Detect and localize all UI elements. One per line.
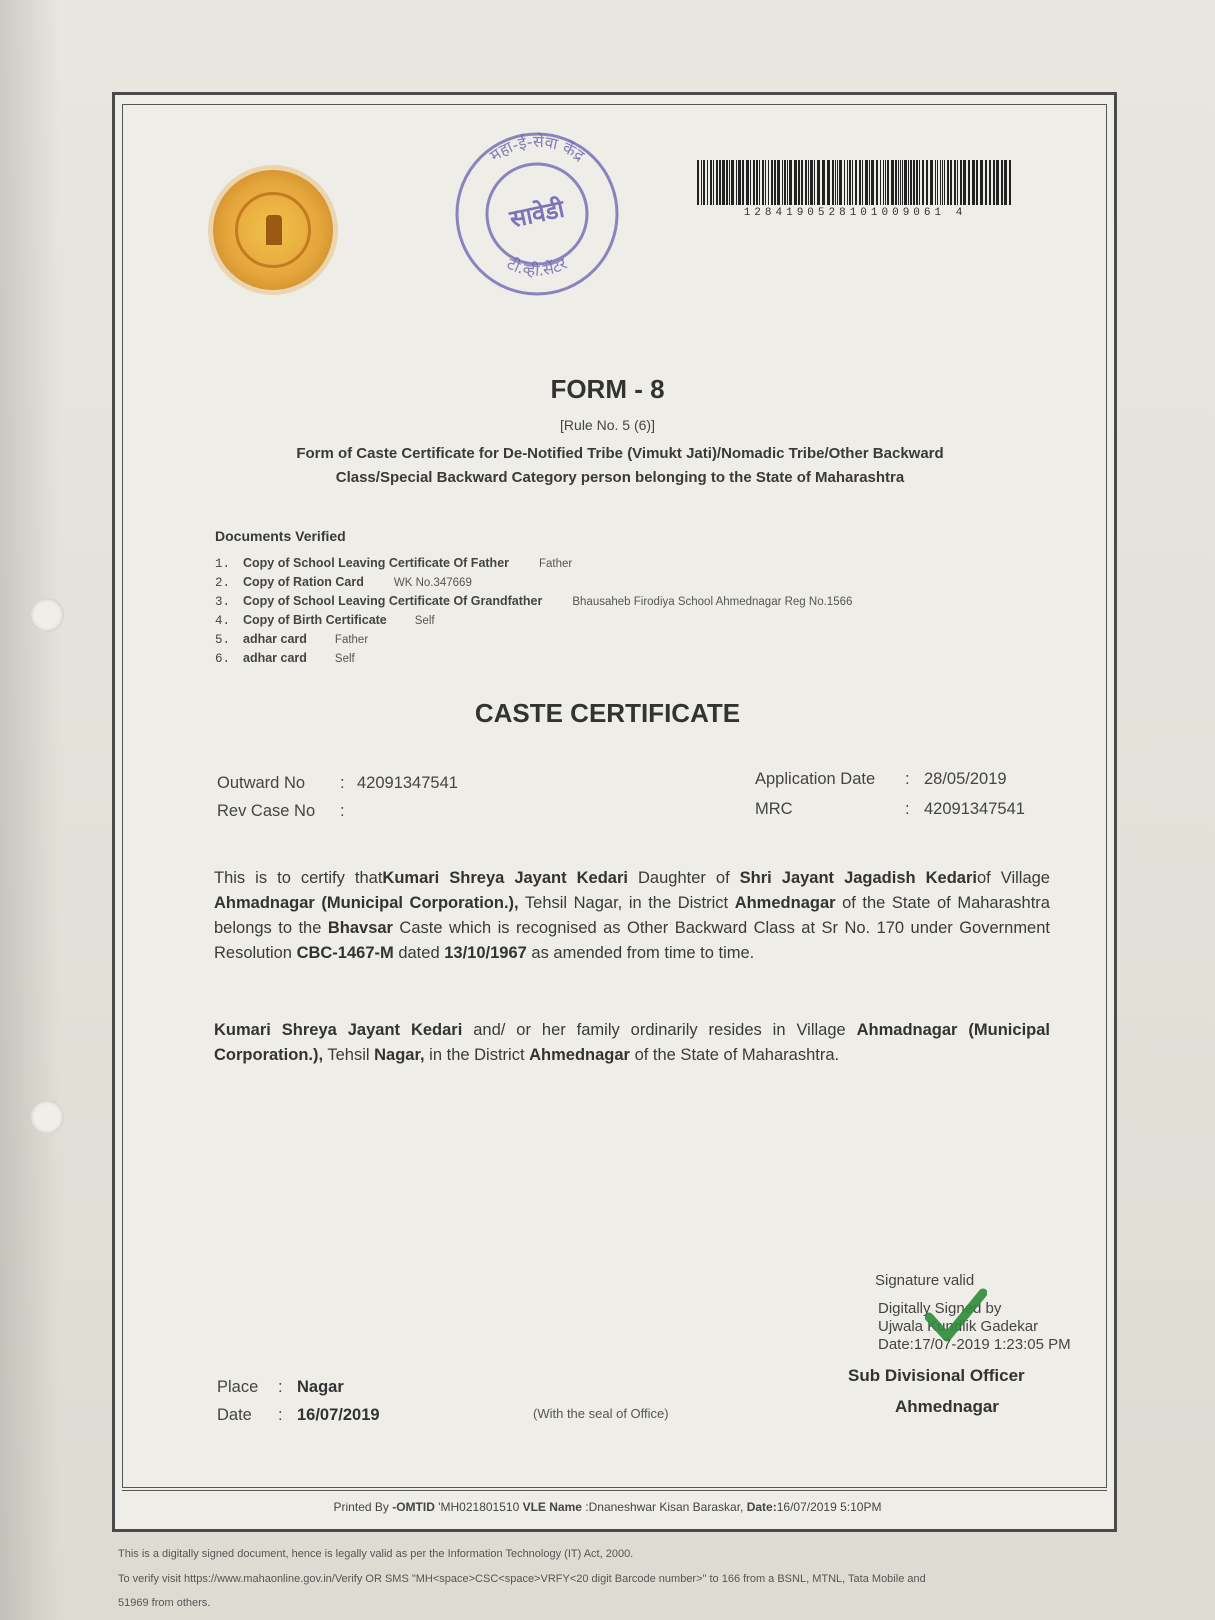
barcode-bar xyxy=(900,160,901,205)
form-subtitle xyxy=(220,442,1020,490)
barcode-bar xyxy=(832,160,834,205)
green-check-icon xyxy=(925,1287,987,1343)
barcode-bar xyxy=(837,160,838,205)
list-item: 2. Copy of Ration Card WK No.347669 xyxy=(215,575,472,590)
barcode-bar xyxy=(852,160,853,205)
mrc-sep: : xyxy=(905,800,910,818)
barcode-bar xyxy=(968,160,970,205)
barcode-bar xyxy=(753,160,755,205)
barcode-bar xyxy=(876,160,878,205)
list-item: 3. Copy of School Leaving Certificate Of Grandfather Bhausaheb Firodiya School Ahmednagar Reg No.1566 xyxy=(215,594,853,609)
list-item: 1. Copy of School Leaving Certificate Of Father Father xyxy=(215,556,573,571)
outward-no-label: Outward No xyxy=(217,774,306,792)
barcode-bar xyxy=(768,160,769,205)
rev-case-no-label: Rev Case No xyxy=(217,802,316,820)
form-title: FORM - 8 xyxy=(550,374,665,404)
signature-line-1: Digitally Signed by xyxy=(878,1300,1002,1317)
state-emblem-seal-icon xyxy=(213,170,333,290)
barcode-bar xyxy=(771,160,773,205)
barcode-bar xyxy=(738,160,741,205)
barcode-bar xyxy=(947,160,949,205)
mrc-label: MRC xyxy=(755,800,793,818)
barcode-bar xyxy=(756,160,758,205)
barcode-bar xyxy=(789,160,792,205)
barcode-bar xyxy=(972,160,975,205)
barcode-bar xyxy=(1001,160,1003,205)
barcode-bar xyxy=(922,160,924,205)
barcode-bar xyxy=(701,160,702,205)
barcode-bar xyxy=(996,160,999,205)
barcode-bar xyxy=(880,160,881,205)
barcode-bar xyxy=(862,160,863,205)
barcode-bar xyxy=(750,160,751,205)
barcode-bar xyxy=(765,160,766,205)
barcode-bar xyxy=(902,160,903,205)
barcode-bar xyxy=(808,160,809,205)
barcode-bar xyxy=(707,160,708,205)
stamp-center-text: सावेडी xyxy=(507,194,567,234)
place-sep: : xyxy=(278,1378,283,1396)
applicant-name: Kumari Shreya Jayant Kedari xyxy=(382,869,628,887)
barcode-bar xyxy=(777,160,780,205)
barcode-bar xyxy=(726,160,728,205)
application-date-sep: : xyxy=(905,770,910,788)
barcode-bar xyxy=(916,160,918,205)
barcode-bar xyxy=(782,160,783,205)
barcode-bar xyxy=(954,160,956,205)
barcode-bar xyxy=(935,160,936,205)
barcode-bar xyxy=(908,160,909,205)
barcode-bar xyxy=(801,160,803,205)
outward-no-sep: : xyxy=(340,774,345,792)
barcode-bar xyxy=(697,160,699,205)
barcode-bar xyxy=(719,160,721,205)
barcode-bar xyxy=(716,160,718,205)
barcode-bar xyxy=(810,160,813,205)
barcode-bar xyxy=(937,160,938,205)
barcode-bar xyxy=(722,160,725,205)
outward-no-value: 42091347541 xyxy=(357,774,458,792)
barcode-bar xyxy=(762,160,764,205)
date-sep: : xyxy=(278,1406,283,1424)
footer-note-3: 51969 from others. xyxy=(118,1597,211,1609)
place-label: Place xyxy=(217,1378,259,1396)
rev-case-no-sep: : xyxy=(340,802,345,820)
barcode-bar xyxy=(993,160,995,205)
barcode-bar xyxy=(822,160,825,205)
caste-certificate-title: CASTE CERTIFICATE xyxy=(474,698,741,728)
barcode-number: 1284190528101009061 4 xyxy=(743,207,967,219)
barcode-bar xyxy=(895,160,897,205)
barcode-bar xyxy=(798,160,800,205)
barcode-bar xyxy=(887,160,889,205)
footer-note-1: This is a digitally signed document, hence is legally valid as per the Information Technology (IT) Act, 2000. xyxy=(118,1548,634,1560)
barcode-bar xyxy=(869,160,870,205)
rule-number: [Rule No. 5 (6)] xyxy=(560,417,655,433)
barcode-bar xyxy=(1009,160,1011,205)
list-item: 6. adhar card Self xyxy=(215,651,355,666)
form-subtitle-line2: Class/Special Backward Category person belonging to the State of Maharashtra xyxy=(335,469,905,486)
stamp-ring-bottom-text: टी.व्ही.सेंटर xyxy=(504,253,570,280)
barcode-bar xyxy=(794,160,797,205)
barcode-bar xyxy=(742,160,744,205)
barcode-bar xyxy=(885,160,886,205)
place-value: Nagar xyxy=(297,1378,344,1396)
caste-name: Bhavsar xyxy=(327,919,393,937)
barcode-bar xyxy=(950,160,952,205)
punch-hole-top xyxy=(30,598,64,632)
barcode-bar xyxy=(1004,160,1007,205)
barcode-bar xyxy=(805,160,807,205)
barcode-bar xyxy=(865,160,868,205)
barcode-bar xyxy=(731,160,734,205)
barcode-bar xyxy=(898,160,899,205)
barcode-bar xyxy=(871,160,874,205)
seal-note: (With the seal of Office) xyxy=(533,1406,669,1421)
signature-line-3: Date:17/07-2019 1:23:05 PM xyxy=(878,1336,1071,1353)
barcode-bar xyxy=(787,160,788,205)
footer-note-2: To verify visit https://www.mahaonline.gov.in/Verify OR SMS "MH<space>CSC<space>VRFY<20 digit Barcode number>" to 166 from a BSNL, MTNL, Tata Mobile and xyxy=(118,1573,926,1585)
application-date-label: Application Date xyxy=(755,770,876,788)
barcode-bar xyxy=(883,160,884,205)
barcode-bar xyxy=(963,160,966,205)
date-value: 16/07/2019 xyxy=(297,1406,380,1424)
officer-designation: Sub Divisional Officer xyxy=(848,1366,1025,1385)
maha-e-seva-stamp-icon xyxy=(448,128,626,296)
barcode-bar xyxy=(703,160,705,205)
barcode-bar xyxy=(926,160,928,205)
barcode-bar xyxy=(839,160,842,205)
barcode-bar xyxy=(910,160,912,205)
barcode-bar xyxy=(942,160,943,205)
barcode-bar xyxy=(976,160,978,205)
printed-by-line: Printed By -OMTID 'MH021801510 VLE Name :Dnaneshwar Kisan Baraskar, Date:16/07/2019 5:10PM xyxy=(333,1500,882,1514)
barcode-bar xyxy=(814,160,815,205)
village-name: Ahmadnagar (Municipal Corporation.), xyxy=(214,894,519,912)
printed-divider xyxy=(122,1490,1107,1491)
barcode-bar xyxy=(844,160,845,205)
barcode-bar xyxy=(774,160,776,205)
gr-date: 13/10/1967 xyxy=(444,944,527,962)
mrc-value: 42091347541 xyxy=(924,800,1025,818)
barcode-bar xyxy=(859,160,861,205)
barcode-bar xyxy=(849,160,851,205)
barcode-bar xyxy=(904,160,907,205)
date-label: Date xyxy=(217,1406,252,1424)
barcode-bar xyxy=(919,160,920,205)
svg-text:टी.व्ही.सेंटर xyxy=(504,254,570,280)
officer-place: Ahmednagar xyxy=(895,1397,999,1416)
barcode-bar xyxy=(710,160,712,205)
documents-list xyxy=(215,556,852,670)
barcode-bar xyxy=(855,160,857,205)
list-item: 5. adhar card Father xyxy=(215,632,369,647)
signature-line-2: Ujwala Kundlik Gadekar xyxy=(878,1318,1039,1335)
barcode-bar xyxy=(835,160,836,205)
barcode-bar xyxy=(891,160,894,205)
barcode-bar xyxy=(985,160,987,205)
barcode-bar xyxy=(957,160,958,205)
barcode-icon xyxy=(697,160,1013,205)
barcode-bar xyxy=(759,160,760,205)
barcode-bar xyxy=(847,160,848,205)
barcode-bar xyxy=(989,160,991,205)
barcode-bar xyxy=(944,160,945,205)
barcode-bar xyxy=(827,160,830,205)
gr-number: CBC-1467-M xyxy=(296,944,394,962)
form-subtitle-line1: Form of Caste Certificate for De-Notified Tribe (Vimukt Jati)/Nomadic Tribe/Other Backward xyxy=(296,445,944,462)
barcode-bar xyxy=(729,160,730,205)
barcode-bar xyxy=(930,160,933,205)
list-item: 4. Copy of Birth Certificate Self xyxy=(215,613,435,628)
barcode-bar xyxy=(980,160,983,205)
stamp-ring-top-text: महा-ई-सेवा केंद्र xyxy=(486,131,589,166)
barcode-bar xyxy=(940,160,941,205)
punch-hole-bottom xyxy=(30,1100,64,1134)
father-name: Shri Jayant Jagadish Kedari xyxy=(739,869,977,887)
barcode-bar xyxy=(713,160,714,205)
barcode-bar xyxy=(736,160,737,205)
barcode-bar xyxy=(784,160,786,205)
documents-verified-heading: Documents Verified xyxy=(215,528,346,544)
certification-paragraph: This is to certify thatKumari Shreya Jayant Kedari Daughter of Shri Jayant Jagadish Kedariof Village Ahmadnagar (Municipal Corporation.), Tehsil Nagar, in the District Ahmednagar of the State of Maharashtra belongs to the Bhavsar Caste which is recognised as Other Backward Class at Sr No. 170 under Government Resolution CBC-1467-M dated 13/10/1967 as amended from time to time. xyxy=(214,869,1050,962)
barcode-bar xyxy=(913,160,915,205)
application-date-value: 28/05/2019 xyxy=(924,770,1007,788)
signature-valid-text: Signature valid xyxy=(875,1272,975,1289)
residence-paragraph: Kumari Shreya Jayant Kedari and/ or her family ordinarily resides in Village Ahmadnagar (Municipal Corporation.), Tehsil Nagar, in the District Ahmednagar of the State of Maharashtra. xyxy=(214,1021,1050,1064)
barcode-bar xyxy=(960,160,962,205)
page-shadow xyxy=(0,0,60,1620)
barcode-bar xyxy=(746,160,749,205)
district-name: Ahmednagar xyxy=(734,894,836,912)
svg-text:महा-ई-सेवा केंद्र xyxy=(486,132,588,166)
seal-ring xyxy=(235,192,311,268)
barcode-bar xyxy=(817,160,820,205)
